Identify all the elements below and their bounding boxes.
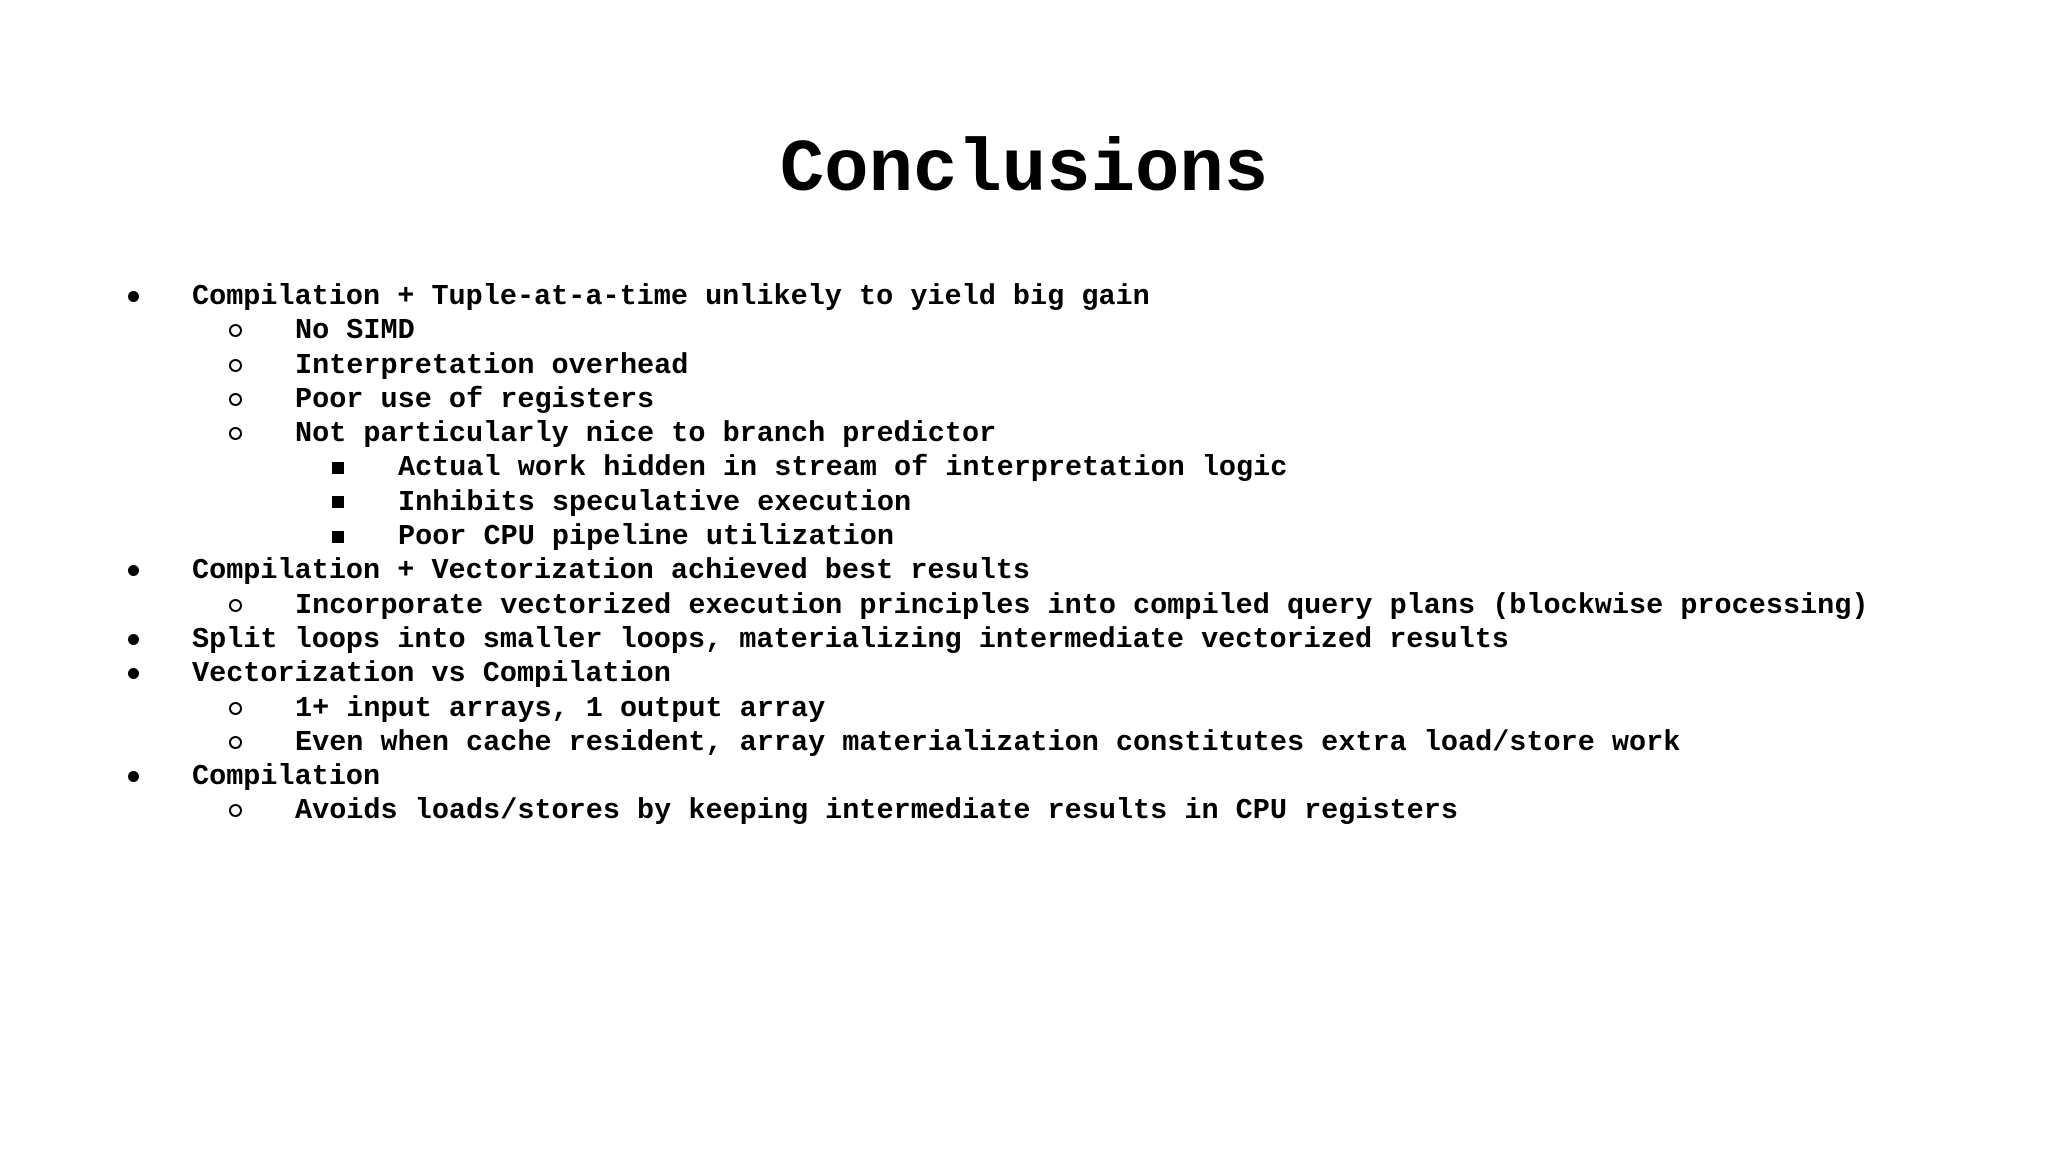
hollow-circle-icon: [220, 589, 250, 623]
bullet-text: 1+ input arrays, 1 output array: [295, 691, 826, 725]
filled-circle-icon: [118, 623, 148, 657]
hollow-circle-icon: [220, 349, 250, 383]
bullet-text: Actual work hidden in stream of interpretation logic: [398, 451, 1288, 485]
bullet-text: Inhibits speculative execution: [398, 485, 912, 519]
hollow-circle-icon: [220, 314, 250, 348]
bullet-text: Compilation: [192, 760, 381, 794]
bullet-text: Compilation + Tuple-at-a-time unlikely to yield big gain: [192, 280, 1150, 313]
filled-circle-icon: [118, 657, 148, 691]
hollow-circle-icon: [220, 417, 250, 451]
hollow-circle-icon: [220, 794, 250, 828]
slide-title: Conclusions: [779, 129, 1269, 213]
bullet-text: Poor CPU pipeline utilization: [398, 520, 894, 554]
bullet-text: Avoids loads/stores by keeping intermediate results in CPU registers: [295, 794, 1458, 828]
filled-square-icon: [323, 486, 353, 520]
filled-square-icon: [323, 520, 353, 554]
filled-circle-icon: [118, 760, 148, 794]
bullet-text: Vectorization vs Compilation: [192, 657, 671, 691]
hollow-circle-icon: [220, 383, 250, 417]
bullet-text: Incorporate vectorized execution principles into compiled query plans (blockwise processing): [295, 588, 1869, 622]
hollow-circle-icon: [220, 692, 250, 726]
filled-circle-icon: [118, 280, 148, 314]
bullet-text: Compilation + Vectorization achieved best results: [192, 554, 1031, 588]
bullet-text: No SIMD: [295, 314, 415, 348]
bullet-text: Interpretation overhead: [295, 348, 689, 382]
hollow-circle-icon: [220, 726, 250, 760]
bullet-text: Poor use of registers: [295, 382, 655, 416]
bullet-text: Split loops into smaller loops, materializing intermediate vectorized results: [192, 622, 1509, 656]
bullet-text: Not particularly nice to branch predictor: [295, 417, 997, 451]
bullet-text: Even when cache resident, array materialization constitutes extra load/store work: [295, 725, 1681, 759]
filled-square-icon: [323, 451, 353, 485]
filled-circle-icon: [118, 554, 148, 588]
